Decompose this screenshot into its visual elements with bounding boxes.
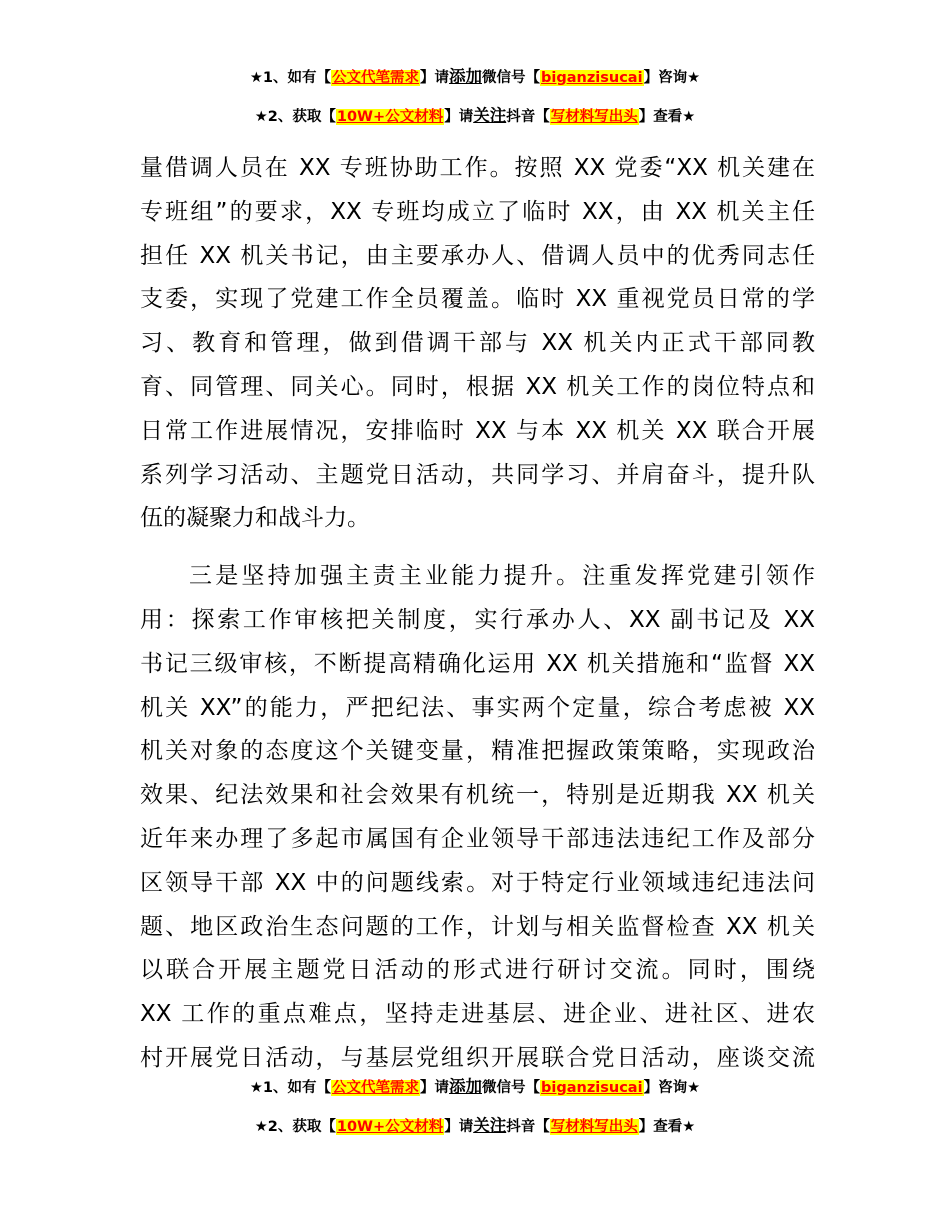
banner1-mid1: 】请: [420, 70, 450, 86]
paragraph-spacer: [140, 541, 815, 555]
header-banner-materials: [0, 106, 950, 127]
banner1-highlight-service: 公文代笔需求: [332, 1080, 420, 1096]
banner1-highlight-wechat: biganzisucai: [541, 70, 643, 86]
banner2-mid2: 抖音【: [506, 109, 550, 125]
text-line: XX 工作的重点难点，坚持走进基层、进企业、进社区、进农: [140, 1001, 815, 1028]
text-line: 日常工作进展情况，安排临时 XX 与本 XX 机关 XX 联合开展: [140, 417, 815, 444]
header-banner-consult: [0, 67, 950, 88]
banner1-mid2: 微信号【: [482, 1080, 541, 1096]
text-line: 伍的凝聚力和战斗力。: [140, 505, 370, 532]
text-line: 村开展党日活动，与基层党组织开展联合党日活动，座谈交流: [140, 1044, 815, 1071]
footer-banner-consult: [0, 1077, 950, 1098]
banner2-suffix: 】查看★: [638, 1119, 696, 1135]
text-line: 机关 XX”的能力，严把纪法、事实两个定量，综合考虑被 XX: [140, 694, 815, 721]
banner2-emphasis: 关注: [473, 106, 507, 125]
text-line: 育、同管理、同关心。同时，根据 XX 机关工作的岗位特点和: [140, 373, 815, 400]
banner1-prefix: ★1、如有【: [249, 70, 332, 86]
text-line: 专班组”的要求，XX 专班均成立了临时 XX，由 XX 机关主任: [140, 198, 815, 225]
paragraph-capability: [140, 555, 815, 1081]
banner1-mid2: 微信号【: [482, 70, 541, 86]
banner2-highlight-materials: 10W+公文材料: [336, 1119, 444, 1135]
banner2-mid2: 抖音【: [506, 1119, 550, 1135]
banner2-emphasis: 关注: [473, 1116, 507, 1135]
text-line: 担任 XX 机关书记，由主要承办人、借调人员中的优秀同志任: [140, 242, 815, 269]
text-line: 书记三级审核，不断提高精确化运用 XX 机关措施和“监督 XX: [140, 650, 815, 677]
banner1-highlight-service: 公文代笔需求: [332, 70, 420, 86]
text-line: 近年来办理了多起市属国有企业领导干部违法违纪工作及部分: [140, 825, 815, 852]
paragraph-party-building: [140, 147, 815, 541]
text-line: 区领导干部 XX 中的问题线索。对于特定行业领域违纪违法问: [140, 869, 815, 896]
text-line: 以联合开展主题党日活动的形式进行研讨交流。同时，围绕: [140, 957, 815, 984]
footer-banner-materials: [0, 1116, 950, 1137]
text-line: 机关对象的态度这个关键变量，精准把握政策策略，实现政治: [140, 738, 815, 765]
document-body: [140, 147, 815, 1081]
text-line: 题、地区政治生态问题的工作，计划与相关监督检查 XX 机关: [140, 913, 815, 940]
banner2-highlight-douyin: 写材料写出头: [550, 109, 638, 125]
banner2-suffix: 】查看★: [638, 109, 696, 125]
banner1-mid1: 】请: [420, 1080, 450, 1096]
text-line: 系列学习活动、主题党日活动，共同学习、并肩奋斗，提升队: [140, 461, 815, 488]
banner1-emphasis: 添加: [449, 1077, 483, 1096]
banner1-suffix: 】咨询★: [643, 1080, 701, 1096]
banner1-prefix: ★1、如有【: [249, 1080, 332, 1096]
text-line: 效果、纪法效果和社会效果有机统一，特别是近期我 XX 机关: [140, 782, 815, 809]
banner1-highlight-wechat: biganzisucai: [541, 1080, 643, 1096]
text-line: 习、教育和管理，做到借调干部与 XX 机关内正式干部同教: [140, 330, 815, 357]
text-line: 用：探索工作审核把关制度，实行承办人、XX 副书记及 XX: [140, 606, 815, 633]
text-line: 三是坚持加强主责主业能力提升。注重发挥党建引领作: [189, 563, 815, 590]
banner2-highlight-douyin: 写材料写出头: [550, 1119, 638, 1135]
banner1-emphasis: 添加: [449, 67, 483, 86]
text-line: 量借调人员在 XX 专班协助工作。按照 XX 党委“XX 机关建在: [140, 155, 815, 181]
text-line: 支委，实现了党建工作全员覆盖。临时 XX 重视党员日常的学: [140, 286, 815, 313]
banner2-prefix: ★2、获取【: [254, 109, 336, 125]
banner2-mid1: 】请: [444, 1119, 474, 1135]
banner2-mid1: 】请: [444, 109, 474, 125]
banner2-highlight-materials: 10W+公文材料: [336, 109, 444, 125]
banner2-prefix: ★2、获取【: [254, 1119, 336, 1135]
banner1-suffix: 】咨询★: [643, 70, 701, 86]
